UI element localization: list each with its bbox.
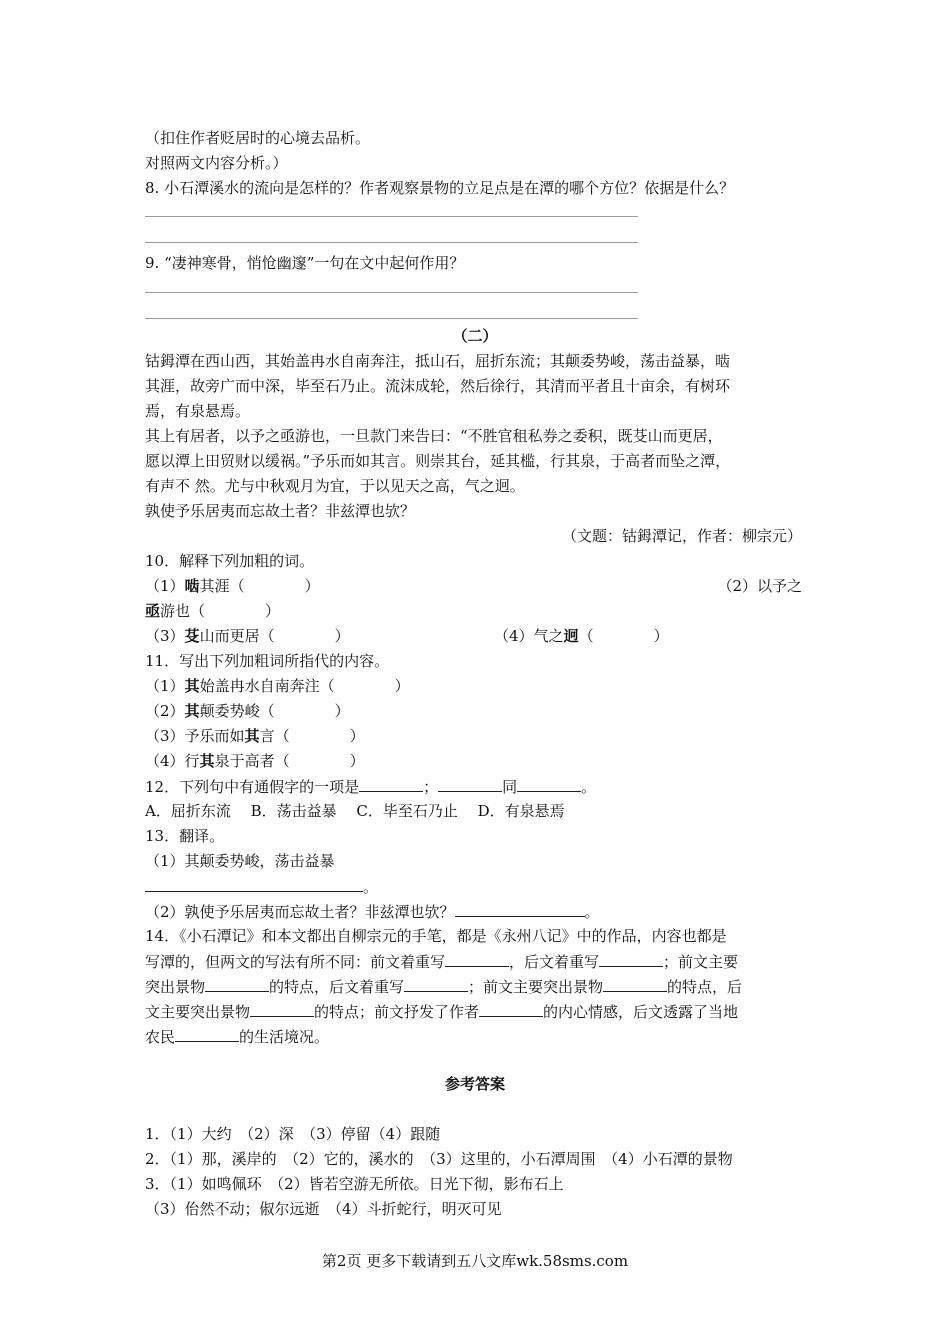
question-9: 9. “凄神寒骨，悄怆幽邃”一句在文中起何作用？ xyxy=(145,254,465,272)
blank xyxy=(479,1001,543,1017)
blank xyxy=(599,951,663,967)
answer-line xyxy=(145,216,638,217)
q10-item-4: （4）气之迥（ ） xyxy=(494,627,669,645)
blank xyxy=(445,951,509,967)
passage-line: 焉，有泉悬焉。 xyxy=(145,402,251,420)
passage-line: 钴鉧潭在西山西，其始盖冉水自南奔注，抵山石，屈折东流；其颠委势峻，荡击益暴，啮 xyxy=(145,352,731,370)
q14-line: 文主要突出景物 的特点；前文抒发了作者 的内心情感，后文透露了当地 xyxy=(145,1003,739,1021)
passage-line: 愿以潭上田贸财以缓祸。”予乐而如其言。则崇其台，延其槛，行其泉，于高者而坠之潭， xyxy=(145,452,731,470)
passage-line: 其上有居者，以予之亟游也，一旦款门来告曰：“不胜官租私券之委积，既芟山而更居， xyxy=(145,427,723,445)
hint-line-1: （扣住作者贬居时的心境去品析。 xyxy=(145,129,371,147)
passage-line: 其涯，故旁广而中深，毕至石乃止。流沫成轮，然后徐行，其清而平者且十亩余，有树环 xyxy=(145,377,731,395)
q14-line: 突出景物 的特点，后文着重写 ；前文主要突出景物 的特点，后 xyxy=(145,978,743,996)
question-12: 12．下列句中有通假字的一项是 ； 同 。 xyxy=(145,778,597,796)
q10-item-1: （1）啮其涯（ ） xyxy=(145,577,320,595)
q10-item-2-cont: 亟游也（ ） xyxy=(145,602,281,620)
blank xyxy=(603,976,667,992)
blank xyxy=(145,876,363,892)
blank xyxy=(359,776,423,792)
answer-line xyxy=(145,242,638,243)
passage-line: 有声不 然。尤与中秋观月为宜，于以见天之高，气之迥。 xyxy=(145,477,525,495)
blank xyxy=(205,976,269,992)
blank xyxy=(250,1001,314,1017)
question-10: 10．解释下列加粗的词。 xyxy=(145,552,315,570)
section-heading: （二） xyxy=(452,327,498,345)
answer-3-cont: （3）佁然不动；俶尔远逝 （4）斗折蛇行，明灭可见 xyxy=(145,1200,502,1218)
q14-line: 农民 的生活境况。 xyxy=(145,1028,330,1046)
q12-options: A．屈折东流 B．荡击益暴 C．毕至石乃止 D．有泉悬焉 xyxy=(145,802,565,820)
answers-heading: 参考答案 xyxy=(444,1075,505,1093)
blank xyxy=(455,901,585,917)
q13-item-1-answer: 。 xyxy=(145,876,378,897)
q10-item-2: （2）以予之 xyxy=(717,577,802,595)
q10-item-3: （3）芟山而更居（ ） xyxy=(145,627,350,645)
q11-item-3: （3）予乐而如其言（ ） xyxy=(145,727,365,745)
passage-source: （文题：钴鉧潭记，作者：柳宗元） xyxy=(561,527,802,545)
q13-item-1: （1）其颠委势峻，荡击益暴 xyxy=(145,852,335,870)
page-footer: 第2页 更多下载请到五八文库wk.58sms.com xyxy=(321,1252,629,1270)
blank xyxy=(175,1026,239,1042)
question-14: 14．《小石潭记》和本文都出自柳宗元的手笔，都是《永州八记》中的作品，内容也都是 xyxy=(145,927,727,945)
passage-line: 孰使予乐居夷而忘故土者？非兹潭也欤？ xyxy=(145,502,416,520)
q11-item-2: （2）其颠委势峻（ ） xyxy=(145,702,350,720)
answer-line xyxy=(145,292,638,293)
answer-1: 1．（1）大约 （2）深 （3）停留（4）跟随 xyxy=(145,1125,441,1143)
blank xyxy=(404,976,468,992)
question-8: 8. 小石潭溪水的流向是怎样的？作者观察景物的立足点是在潭的哪个方位？依据是什么？ xyxy=(145,179,735,197)
hint-line-2: 对照两文内容分析。） xyxy=(145,154,288,172)
question-13: 13．翻译。 xyxy=(145,827,225,845)
answer-3: 3．（1）如鸣佩环 （2）皆若空游无所依。日光下彻，影布石上 xyxy=(145,1175,564,1193)
answer-2: 2．（1）那，溪岸的 （2）它的，溪水的 （3）这里的，小石潭周围 （4）小石潭的景物 xyxy=(145,1150,733,1168)
question-11: 11．写出下列加粗词所指代的内容。 xyxy=(145,652,390,670)
q13-item-2: （2）孰使予乐居夷而忘故土者？非兹潭也欤？ 。 xyxy=(145,903,600,921)
q11-item-4: （4）行其泉于高者（ ） xyxy=(145,752,365,770)
blank xyxy=(517,776,581,792)
q11-item-1: （1）其始盖冉水自南奔注（ ） xyxy=(145,677,410,695)
blank xyxy=(438,776,502,792)
answer-line xyxy=(145,318,638,319)
q14-line: 写潭的，但两文的写法有所不同：前文着重写 ，后文着重写 ；前文主要 xyxy=(145,953,739,971)
